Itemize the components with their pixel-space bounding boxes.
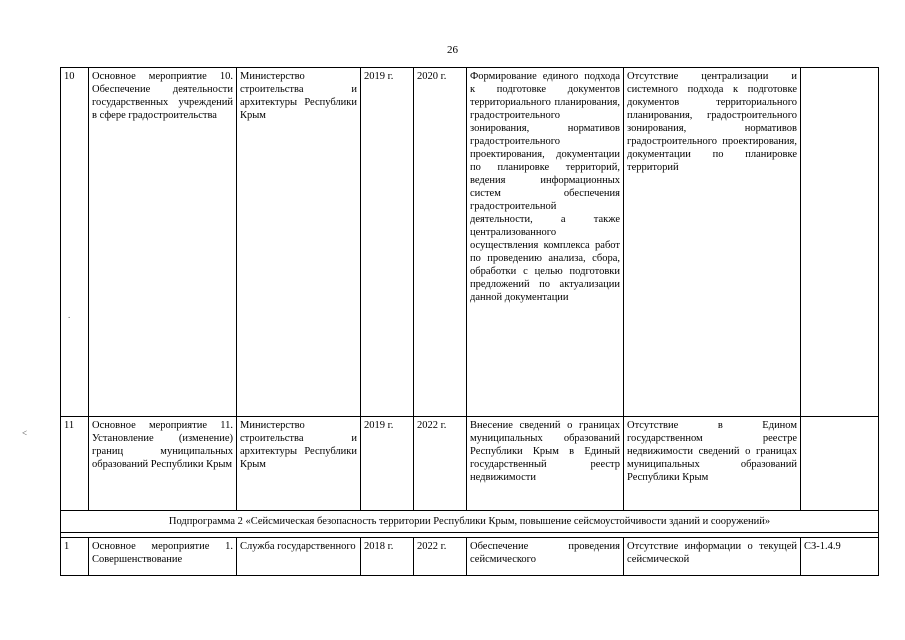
table-row [61,538,879,576]
page-number: 26 [447,44,458,56]
consequence: Отсутствие информации о текущей сейсмической [624,538,801,576]
expected-result: Внесение сведений о границах муниципальных образований Республики Крым в Единый государственный реестр недвижимости [467,417,624,511]
table-row [61,417,879,511]
row-number: 10 [61,68,89,417]
event-name: Основное мероприятие 1. Совершенствование [89,538,237,576]
indicator-link [801,68,879,417]
indicator-link [801,417,879,511]
event-name: Основное мероприятие 11. Установление (изменение) границ муниципальных образований Республики Крым [89,417,237,511]
end-year: 2020 г. [414,68,467,417]
start-year: 2018 г. [361,538,414,576]
start-year: 2019 г. [361,68,414,417]
event-name: Основное мероприятие 10. Обеспечение деятельности государственных учреждений в сфере градостроительства [89,68,237,417]
events-table [60,67,879,576]
margin-mark: < [22,428,28,438]
end-year: 2022 г. [414,538,467,576]
consequence: Отсутствие в Едином государственном реестре недвижимости сведений о границах муниципальных образований Республики Крым [624,417,801,511]
executor: Министерство строительства и архитектуры Республики Крым [237,417,361,511]
expected-result: Обеспечение проведения сейсмического [467,538,624,576]
executor: Министерство строительства и архитектуры Республики Крым [237,68,361,417]
start-year: 2019 г. [361,417,414,511]
subprogram-title: Подпрограмма 2 «Сейсмическая безопасность территории Республики Крым, повышение сейсмоустойчивости зданий и сооружений» [61,511,879,533]
table-row [61,68,879,417]
row-number: 11 [61,417,89,511]
indicator-link: СЗ-1.4.9 [801,538,879,576]
row-number: 1 [61,538,89,576]
margin-mark: . [68,310,71,320]
end-year: 2022 г. [414,417,467,511]
subprogram-row [61,511,879,533]
expected-result: Формирование единого подхода к подготовке документов территориального планирования, градостроительного зонирования, нормативов градостроительного проектирования, документации по планировке территорий, ведения информационных систем обеспечения градостроительной деятельности, а также централизованного осуществления комплекса работ по проведению анализа, сбора, обработки с целью подготовки предложений по актуализации данной документации [467,68,624,417]
executor: Служба государственного [237,538,361,576]
consequence: Отсутствие централизации и системного подхода к подготовке документов территориального планирования, градостроительного зонирования, нормативов градостроительного проектирования, документации по планировке территорий [624,68,801,417]
